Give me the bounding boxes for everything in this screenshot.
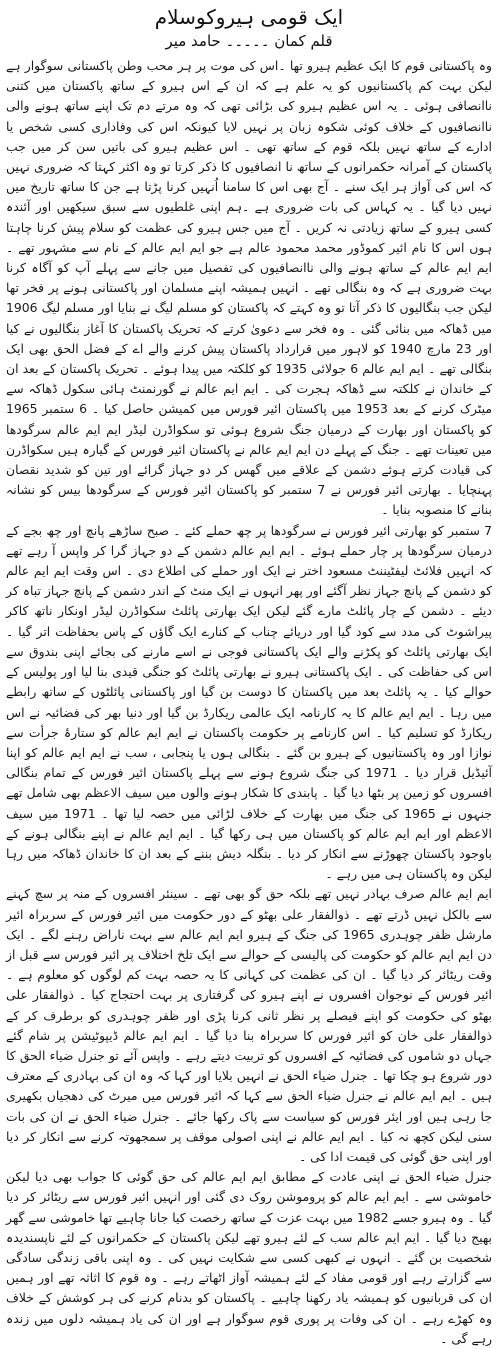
article-paragraph: ایم ایم عالم صرف بہادر نہیں تھے بلکہ حق گو بھی تھے ۔ سینئر افسروں کے منہ پر سچ کہنے سے بالکل نہیں ڈرتے تھے ۔ ذوالفقار علی بھٹو کے دور حکومت میں ائیر فورس کے سربراہ ائیر مارشل ظفر چوہدری 1965 کی جنگ کے ہیرو ایم ایم عالم سے بہت ناراض رہنے لگے ۔ ایک دن ایم ایم عالم کو حکومت کی پالیسی کے حوالے سے ایک تلخ اختلاف پر ائیر فورس سے قبل از وقت ریٹائر کر دیا گیا ۔ ان کی عظمت کی کہانی کا یہ حصہ بہت کم لوگوں کو معلوم ہے ۔ ائیر فورس کے نوجوان افسروں نے اپنے ہیرو کی گرفتاری پر بہت احتجاج کیا ۔ ذوالفقار علی بھٹو کی حکومت کو اپنے فیصلے پر نظر ثانی کرنا پڑی اور ظفر چوہدری کو برطرف کر کے ذوالفقار علی خان کو ائیر فورس کا سربراہ بنا دیا گیا ۔ ایم ایم عالم ڈیپوٹیشن پر شام گئے جہاں دو شاموں کی فضائیہ کے افسروں کو تربیت دیتے رہے ۔ واپس آئے تو جنرل ضیاء الحق کا دور شروع ہو چکا تھا ۔ جنرل ضیاء الحق نے انہیں بلایا اور کہا کہ وہ ان کی بہادری کے معترف ہیں ۔ ایم ایم عالم نے جنرل ضیاء الحق سے کہا کہ ائیر فورس میں میرٹ کی دھجیاں بکھیری جا رہی ہیں اور ایئر فورس کو سیاست سے پاک رکھا جائے ۔ جنرل ضیاء الحق نے ان کی بات سنی لیکن کچھ نہ کیا ۔ ایم ایم عالم نے اپنی اصولی موقف پر سمجھوتہ کرنے سے انکار کر دیا اور اپنی حق گوئی کی قیمت ادا کی ۔ — [6, 886, 492, 1164]
article-body — [6, 56, 492, 1349]
article-byline: قلم کمان ۔۔۔۔۔ حامد میر — [165, 32, 333, 50]
article-title: ایک قومی ہیروکوسلام — [154, 5, 344, 29]
article-paragraph: جنرل ضیاء الحق نے اپنی عادت کے مطابق ایم ایم عالم کی حق گوئی کا جواب بھی دیا لیکن خاموشی سے ۔ ایم ایم عالم کو پروموشن روک دی گئی اور انہیں ائیر فورس سے ریٹائر کر دیا گیا ۔ وہ ہیرو جسے 1982 میں بہت عزت کے ساتھ رخصت کیا جانا چاہیے تھا خاموشی سے گھر بھیج دیا گیا ۔ ایم ایم عالم سب کے لئے ہیرو تھے لیکن پاکستان کے حکمرانوں کے لئے ناپسندیدہ شخصیت بن گئے ۔ انہوں نے کبھی کسی سے شکایت نہیں کی ۔ وہ اپنی باقی زندگی سادگی سے گزارتے رہے اور قومی مفاد کے لئے ہمیشہ آواز اٹھاتے رہے ۔ وہ قوم کا اثاثہ تھے اور ہمیں ان کی قربانیوں کو ہمیشہ یاد رکھنا چاہیے ۔ پاکستان کو بدنام کرنے کی ہر کوشش کے خلاف وہ کھڑے رہے ۔ ان کی وفات پر پوری قوم سوگوار ہے اور ان کی یاد ہمیشہ دلوں میں زندہ رہے گی ۔ — [6, 1169, 493, 1346]
article-paragraph: وہ پاکستانی قوم کا ایک عظیم ہیرو تھا ۔اس کی موت پر ہر محب وطن پاکستانی سوگوار ہے لیکن بہت کم پاکستانیوں کو یہ علم ہے کہ ان کے اس ہیرو کے ساتھ پاکستان میں کتنی ناانصافی ہوئی ۔ یہ اس عظیم ہیرو کی بڑائی تھی کہ وہ مرتے دم تک اپنے ساتھ ہونے والی ناانصافیوں کے خلاف کوئی شکوہ زبان پر نہیں لایا کیونکہ اس کی وفاداری کسی شخص یا ادارے کے ساتھ نہیں بلکہ قوم کے ساتھ تھی ۔ اس عظیم ہیرو کی باتیں سن کر میں جب پاکستان کے آمرانہ حکمرانوں کے ساتھ نا انصافیوں کا ذکر کرتا تو وہ اکثر کہتا کہ ضروری نہیں کہ اس کی آواز ہر ایک سنے ۔ آج بھی اس کا سامنا اُنہیں کرنا پڑتا ہے جن کا ساتھ تاریخ میں نہیں دیا گیا ۔ یہ کہاس کی بات ضروری ہے ۔ہم اپنی غلطیوں سے سبق سیکھیں اور آئندہ کسی ہیرو کے ساتھ زیادتی نہ کریں ۔ آج میں جس ہیرو کی عظمت کو سلام پیش کرنا چاہتا ہوں اس کا نام ائیر کموڈور محمد محمود عالم ہے جو ایم ایم عالم کے نام سے مشہور تھے ۔ ایم ایم عالم کے ساتھ ہونے والی ناانصافیوں کی تفصیل میں جانے سے پہلے آپ کو آگاہ کرنا بہت ضروری ہے کہ وہ بنگالی تھے ۔ انہیں ہمیشہ اپنے مسلمان اور پاکستانی ہونے پر فخر تھا لیکن جب بنگالیوں کا ذکر آتا تو وہ کہتے کہ پاکستان کو مسلم لیگ نے بنایا اور مسلم لیگ 1906 میں ڈھاکہ میں بنائی گئی ۔ وہ فخر سے دعویٰ کرتے کہ تحریک پاکستان کا آغاز بنگالیوں نے کیا اور 23 مارچ 1940 کو لاہور میں قرارداد پاکستان پیش کرنے والے اے کے فضل الحق بھی ایک بنگالی تھے ۔ ایم ایم عالم 6 جولائی 1935 کو کلکتہ میں پیدا ہوئے ۔ تحریک پاکستان کے بعد ان کے خاندان نے کلکتہ سے ڈھاکہ ہجرت کی ۔ ایم ایم عالم نے گورنمنٹ ہائی سکول ڈھاکہ سے میٹرک کرنے کے بعد 1953 میں پاکستان ائیر فورس میں کمیشن حاصل کیا ۔ 6 ستمبر 1965 کو پاکستان اور بھارت کے درمیان جنگ شروع ہوئی تو سکواڈرن لیڈر ایم ایم عالم سرگودھا میں تعینات تھے ۔ جنگ کے پہلے دن ایم ایم عالم نے پاکستان ائیر فورس کے گیارہ ہیں سکواڈرن کی قیادت کرتے ہوئے دشمن کے علاقے میں گھس کر دو جہاز گرائے اور تین کو شدید نقصان پہنچایا ۔ بھارتی ائیر فورس نے 7 ستمبر کو پاکستان ائیر فورس کے سرگودھا بیس کو نشانہ بنانے کا منصوبہ بنایا ۔ — [6, 58, 492, 518]
article-paragraph: 7 ستمبر کو بھارتی ائیر فورس نے سرگودھا پر چھ حملے کئے ۔ صبح ساڑھے پانچ اور چھ بجے کے درمیان سرگودھا پر چار حملے ہوئے ۔ ایم ایم عالم دشمن کے دو جہاز گرا کر واپس آ رہے تھے کہ انہیں فلائٹ لیفٹیننٹ مسعود اختر نے ایک اور حملے کی اطلاع دی ۔ اس وقت ایم ایم عالم کو دشمن کے پانچ جہاز نظر آگئے اور پھر انہوں نے ایک منٹ کے اندر دشمن کے پانچ جہاز تباہ کر دیئے ۔ دشمن کے چار پائلٹ مارے گئے لیکن ایک بھارتی پائلٹ سکواڈرن لیڈر اونکار ناتھ کاکر پیراشوٹ کی مدد سے کود گیا اور دریائے چناب کے کنارے ایک گاؤں کے پاس بحفاظت اتر گیا ۔ ایک بھارتی پائلٹ کو پکڑنے والے ایک پاکستانی فوجی نے اسے مارنے کی بجائے اپنی بندوق سے اس کی حفاظت کی ۔ ایک پاکستانی ہیرو نے بھارتی پائلٹ کو جنگی قیدی بنا لیا اور پولیس کے حوالے کیا ۔ یہ پائلٹ بعد میں پاکستان کا دوست بن گیا اور پاکستانی پائلٹوں کے ساتھ رابطے میں رہا ۔ ایم ایم عالم کا یہ کارنامہ ایک عالمی ریکارڈ بن گیا اور دنیا بھر کی فضائیہ نے اس ریکارڈ کو تسلیم کیا ۔ اس کارنامے پر حکومت پاکستان نے ایم ایم عالم کو ستارۂ جرأت سے نوازا اور وہ پاکستانیوں کے ہیرو بن گئے ۔ بنگالی ہوں یا پنجابی ، سب نے ایم ایم عالم کو اپنا آئیڈیل قرار دیا ۔ 1971 کی جنگ شروع ہونے سے پہلے پاکستان ائیر فورس کے تمام بنگالی افسروں کو زمین پر بٹھا دیا گیا ۔ پابندی کا شکار ہونے والوں میں سیف الاعظم بھی شامل تھے جنہوں نے 1965 کی جنگ میں بھارت کے خلاف لڑائی میں حصہ لیا تھا ۔ 1971 میں سیف الاعظم اور ایم ایم عالم کو پاکستان میں ہی رکھا گیا ۔ ایم ایم عالم نے اپنے بنگالی ہونے کے باوجود پاکستان چھوڑنے سے انکار کر دیا ۔ بنگلہ دیش بننے کے بعد ان کا خاندان ڈھاکہ میں رہا لیکن وہ پاکستان ہی میں رہے ۔ — [6, 522, 492, 882]
